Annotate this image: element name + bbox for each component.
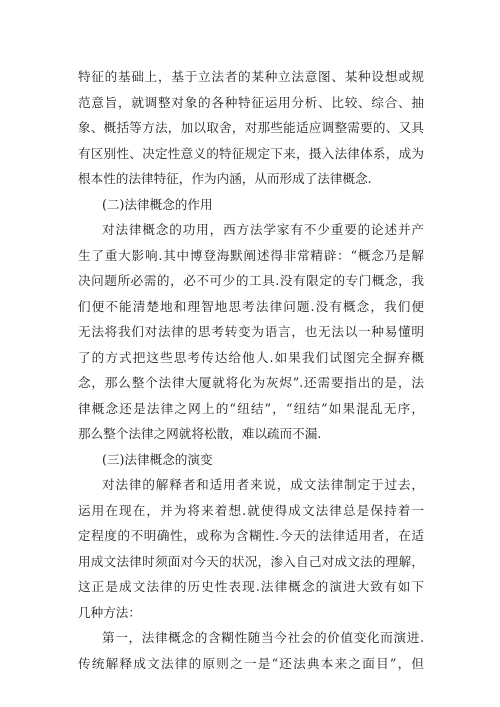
text-line: 对法律概念的功用，西方法学家有不少重要的论述并产 bbox=[102, 222, 424, 237]
text-line: 了的方式把这些思考传达给他人.如果我们试图完全摒弃概 bbox=[78, 349, 424, 365]
text-line: 象、概括等方法，加以取舍，对那些能适应调整需要的、又具 bbox=[78, 120, 424, 135]
text-line: 生了重大影响.其中博登海默阐述得非常精辟：“概念乃是解 bbox=[78, 247, 424, 263]
text-line: 念，那么整个法律大厦就将化为灰烬”.还需要指出的是，法 bbox=[78, 375, 424, 390]
document-page bbox=[78, 64, 424, 676]
text-line: 律概念还是法律之网上的“纽结”，“纽结”如果混乱无序， bbox=[78, 400, 424, 416]
text-line: 定程度的不明确性，或称为含糊性.今天的法律适用者，在适 bbox=[78, 528, 424, 543]
text-line: 传统解释成文法律的原则之一是“还法典本来之面目”，但 bbox=[78, 655, 424, 671]
text-line: (三)法律概念的演变 bbox=[102, 451, 213, 467]
text-line: 有区别性、决定性意义的特征规定下来，摄入法律体系，成为 bbox=[78, 145, 424, 161]
text-line: 范意旨，就调整对象的各种特征运用分析、比较、综合、抽 bbox=[78, 94, 424, 110]
text-line: 决问题所必需的，必不可少的工具.没有限定的专门概念，我 bbox=[78, 273, 424, 288]
text-line: 对法律的解释者和适用者来说，成文法律制定于过去， bbox=[102, 477, 424, 492]
text-line: 根本性的法律特征，作为内涵，从而形成了法律概念. bbox=[78, 171, 372, 186]
text-line: 那么整个法律之网就将松散，难以疏而不漏. bbox=[78, 426, 322, 441]
text-line: (二)法律概念的作用 bbox=[102, 196, 213, 212]
text-line: 无法将我们对法律的思考转变为语言，也无法以一种易懂明 bbox=[78, 324, 424, 339]
text-line: 特征的基础上，基于立法者的某种立法意图、某种设想或规 bbox=[78, 69, 424, 84]
text-line: 第一，法律概念的含糊性随当今社会的价值变化而演进. bbox=[102, 630, 424, 645]
text-line: 这正是成文法律的历史性表现.法律概念的演进大致有如下 bbox=[78, 579, 424, 594]
text-line: 们便不能清楚地和理智地思考法律问题.没有概念，我们便 bbox=[78, 298, 424, 314]
text-line: 运用在现在，并为将来着想.就使得成文法律总是保持着一 bbox=[78, 502, 424, 518]
text-line: 用成文法律时须面对今天的状况，渗入自己对成文法的理解， bbox=[78, 553, 424, 569]
text-line: 几种方法： bbox=[78, 604, 141, 620]
